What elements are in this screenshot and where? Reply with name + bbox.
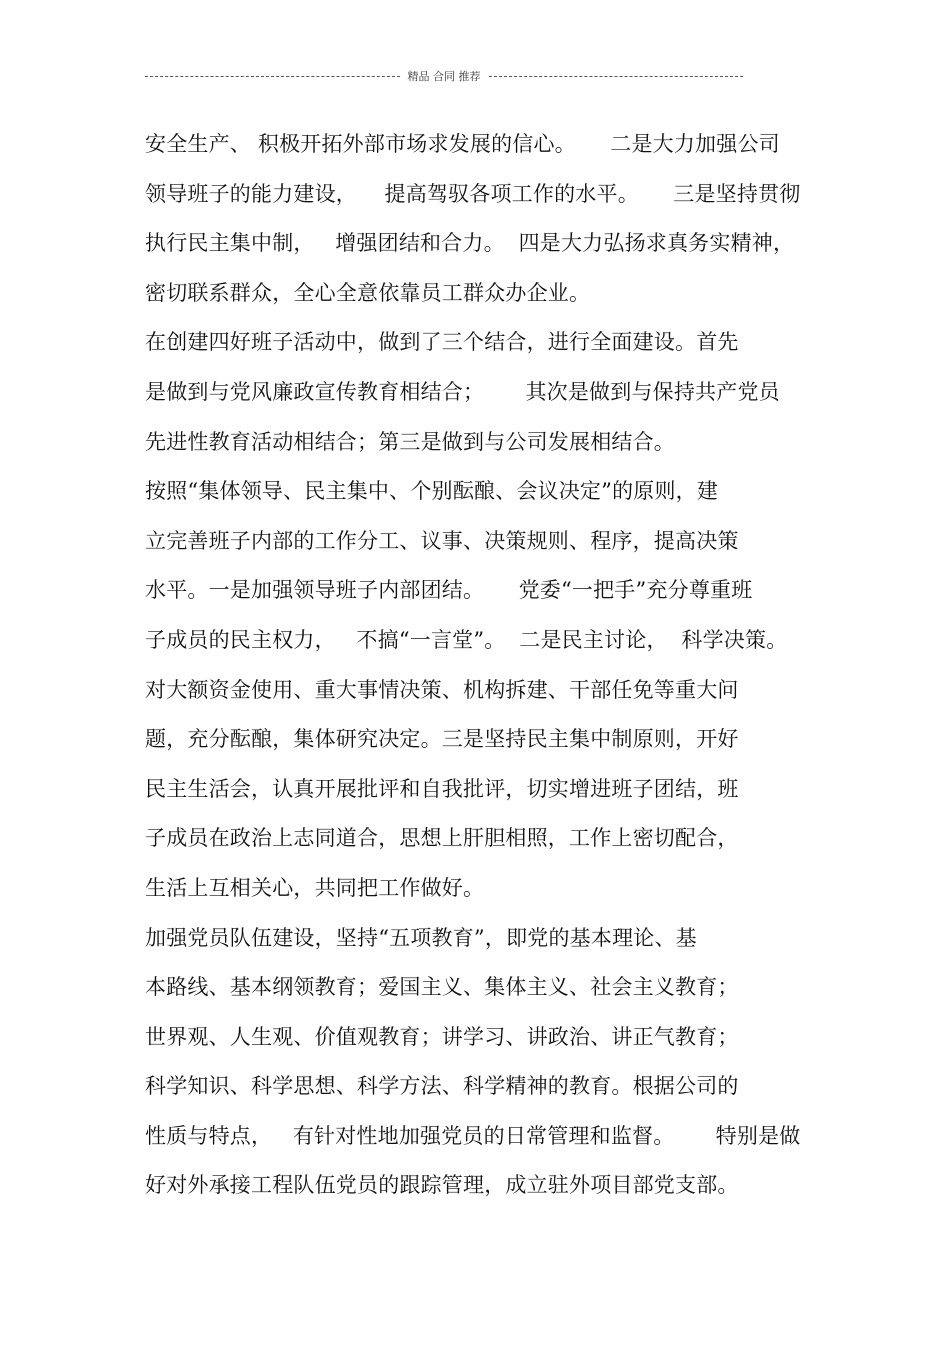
header-divider-right bbox=[489, 76, 744, 77]
text-line: 执行民主集中制， 增强团结和合力。 四是大力弘扬求真务实精神， bbox=[145, 231, 795, 256]
text-line: 是做到与党风廉政宣传教育相结合； 其次是做到与保持共产党员 bbox=[145, 379, 780, 404]
text-line: 在创建四好班子活动中，做到了三个结合，进行全面建设。首先 bbox=[145, 330, 739, 355]
header-divider-left bbox=[145, 76, 400, 77]
text-line: 领导班子的能力建设， 提高驾驭各项工作的水平。 三是坚持贯彻 bbox=[145, 181, 801, 206]
text-line: 按照“集体领导、民主集中、个别酝酿、会议决定”的原则，建 bbox=[145, 479, 719, 504]
text-line: 世界观、人生观、价值观教育；讲学习、讲政治、讲正气教育； bbox=[145, 1024, 739, 1049]
text-line: 民主生活会，认真开展批评和自我批评，切实增进班子团结，班 bbox=[145, 776, 739, 801]
text-line: 先进性教育活动相结合；第三是做到与公司发展相结合。 bbox=[145, 429, 675, 454]
text-line: 对大额资金使用、重大事情决策、机构拆建、干部任免等重大问 bbox=[145, 677, 739, 702]
text-line: 生活上互相关心，共同把工作做好。 bbox=[145, 875, 485, 900]
text-line: 题，充分酝酿，集体研究决定。三是坚持民主集中制原则，开好 bbox=[145, 727, 739, 752]
text-line: 子成员的民主权力， 不搞“一言堂”。 二是民主讨论， 科学决策。 bbox=[145, 627, 788, 652]
text-line: 子成员在政治上志同道合，思想上肝胆相照，工作上密切配合， bbox=[145, 826, 739, 851]
text-line: 密切联系群众，全心全意依靠员工群众办企业。 bbox=[145, 280, 591, 305]
document-body bbox=[145, 120, 815, 1211]
text-line: 水平。一是加强领导班子内部团结。 党委“一把手”充分尊重班 bbox=[145, 578, 753, 603]
header-label: 精品 合同 推荐 bbox=[407, 70, 481, 83]
text-line: 科学知识、科学思想、科学方法、科学精神的教育。根据公司的 bbox=[145, 1074, 739, 1099]
page-header bbox=[145, 68, 743, 84]
text-line: 好对外承接工程队伍党员的跟踪管理，成立驻外项目部党支部。 bbox=[145, 1173, 739, 1198]
text-line: 性质与特点， 有针对性地加强党员的日常管理和监督。 特别是做 bbox=[145, 1123, 801, 1148]
text-line: 加强党员队伍建设，坚持“五项教育”，即党的基本理论、基 bbox=[145, 925, 697, 950]
text-line: 本路线、基本纲领教育；爱国主义、集体主义、社会主义教育； bbox=[145, 975, 739, 1000]
text-line: 安全生产、 积极开拓外部市场求发展的信心。 二是大力加强公司 bbox=[145, 132, 780, 156]
text-line: 立完善班子内部的工作分工、议事、决策规则、程序，提高决策 bbox=[145, 528, 739, 553]
